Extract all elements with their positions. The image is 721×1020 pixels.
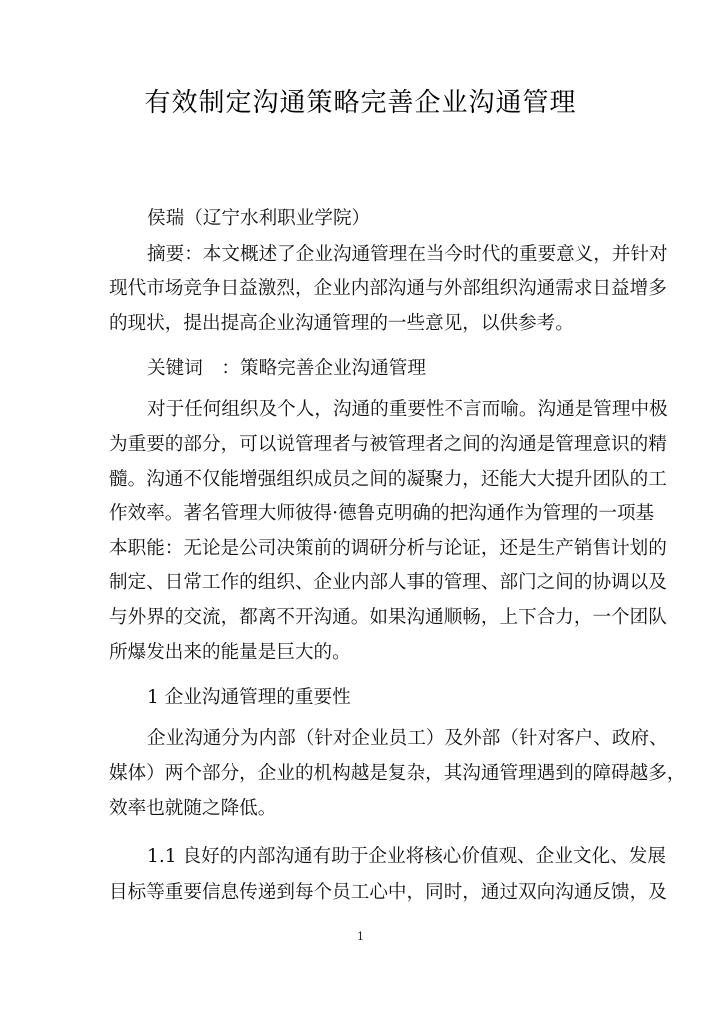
section-1-line-2: 媒体）两个部分，企业的机构越是复杂，其沟通管理遇到的障碍越多， [109,763,686,784]
page-number: 1 [357,930,364,943]
section-1-1-line-2: 目标等重要信息传递到每个员工心中，同时，通过双向沟通反馈，及 [109,882,667,903]
abstract-line-1: 摘要：本文概述了企业沟通管理在当今时代的重要意义，并针对 [147,244,668,265]
intro-line-8: 所爆发出来的能量是巨大的。 [109,642,351,663]
intro-line-4: 作效率。著名管理大师彼得·德鲁克明确的把沟通作为管理的一项基 [109,503,655,524]
abstract-line-2: 现代市场竞争日益激烈，企业内部沟通与外部组织沟通需求日益增多 [109,278,667,299]
section-1-line-3: 效率也就随之降低。 [109,798,277,819]
section-1-line-1: 企业沟通分为内部（针对企业员工）及外部（针对客户、政府、 [147,728,668,749]
intro-line-2: 为重要的部分，可以说管理者与被管理者之间的沟通是管理意识的精 [109,434,667,455]
section-1-heading: 1 企业沟通管理的重要性 [147,687,351,708]
intro-line-1: 对于任何组织及个人，沟通的重要性不言而喻。沟通是管理中极 [147,399,668,420]
author-line: 侯瑞（辽宁水利职业学院） [147,208,371,229]
intro-line-3: 髓。沟通不仅能增强组织成员之间的凝聚力，还能大大提升团队的工 [109,469,667,490]
section-1-1-line-1: 1.1 良好的内部沟通有助于企业将核心价值观、企业文化、发展 [147,846,666,867]
abstract-line-3: 的现状，提出提高企业沟通管理的一些意见，以供参考。 [109,313,574,334]
intro-line-5: 本职能：无论是公司决策前的调研分析与论证，还是生产销售计划的 [109,538,667,559]
intro-line-7: 与外界的交流，都离不开沟通。如果沟通顺畅，上下合力，一个团队 [109,607,667,628]
document-title: 有效制定沟通策略完善企业沟通管理 [144,88,577,118]
intro-line-6: 制定、日常工作的组织、企业内部人事的管理、部门之间的协调以及 [109,572,667,593]
keywords-line: 关键词 ：策略完善企业沟通管理 [147,358,426,379]
